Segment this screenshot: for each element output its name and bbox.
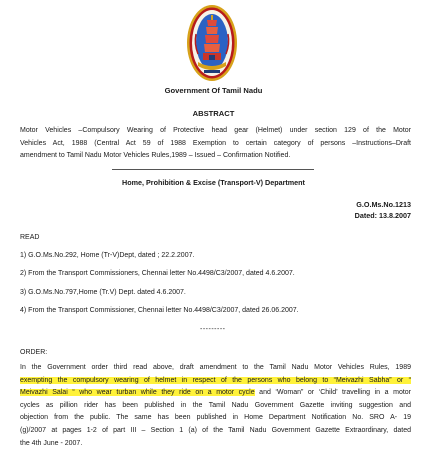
subject-line: Motor Vehicles –Compulsory Wearing of Protective head gear (Helmet) under section 129 of the Motor (20, 127, 411, 134)
abstract-heading: ABSTRACT (192, 109, 235, 118)
order-line: objection from the public. The same has been published in Home Department Notification No. SRO A- 19 (20, 414, 411, 422)
subject-paragraph (20, 125, 411, 163)
order-line-highlighted (20, 375, 411, 388)
read-heading: READ (20, 234, 40, 241)
department-heading: Home, Prohibition & Excise (Transport-V) Department (122, 178, 305, 187)
highlighted-text: Meivazhi Salai “ who wear turban while they ride on a motor cycle (20, 389, 255, 397)
reference-item: 1) G.O.Ms.No.292, Home (Tr-V)Dept, dated ; 22.2.2007. (20, 252, 195, 259)
order-text: and ‘Woman” or ‘Child’ travelling in a motor (254, 389, 412, 397)
subject-line: Vehicles Act, 1988 (Central Act 59 of 1988 Exemption to certain category of persons –Instructions–Draft (20, 139, 411, 147)
subject-line: amendment to Tamil Nadu Motor Vehicles Rules,1989 – Issued – Confirmation Notified. (20, 152, 291, 160)
divider-line (112, 169, 314, 170)
separator-dashes: --------- (200, 326, 226, 333)
highlighted-text: exempting the compulsory wearing of helmet in respect of the persons who belong to “Meivazhi Sabha” or “ (20, 376, 411, 384)
order-line (20, 387, 411, 400)
order-line: In the Government order third read above, draft amendment to the Tamil Nadu Motor Vehicles Rules, 1989 (20, 364, 411, 371)
reference-item: 2) From the Transport Commissioners, Chennai letter No.4498/C3/2007, dated 4.6.2007. (20, 270, 295, 277)
go-number: G.O.Ms.No.1213 (356, 200, 411, 209)
order-line: (g)/2007 at pages 1-2 of part III – Section 1 (a) of the Tamil Nadu Government Gazette Extraordinary, dated (20, 426, 411, 434)
tamil-nadu-emblem-seal-icon (186, 4, 238, 82)
government-title: Government Of Tamil Nadu (164, 86, 263, 95)
order-paragraph (20, 362, 411, 450)
reference-item: 4) From the Transport Commissioner, Chennai letter No.4498/C3/2007, dated 26.06.2007. (20, 307, 299, 314)
order-line: cycles as pillion rider has been published in the Tamil Nadu Government Gazette inviting suggestion and (20, 401, 411, 409)
order-heading: ORDER: (20, 349, 48, 356)
order-line: the 4th June - 2007. (20, 439, 83, 447)
order-date: Dated: 13.8.2007 (354, 211, 411, 220)
reference-item: 3) G.O.Ms.No.797,Home (Tr.V) Dept. dated 4.6.2007. (20, 289, 186, 296)
